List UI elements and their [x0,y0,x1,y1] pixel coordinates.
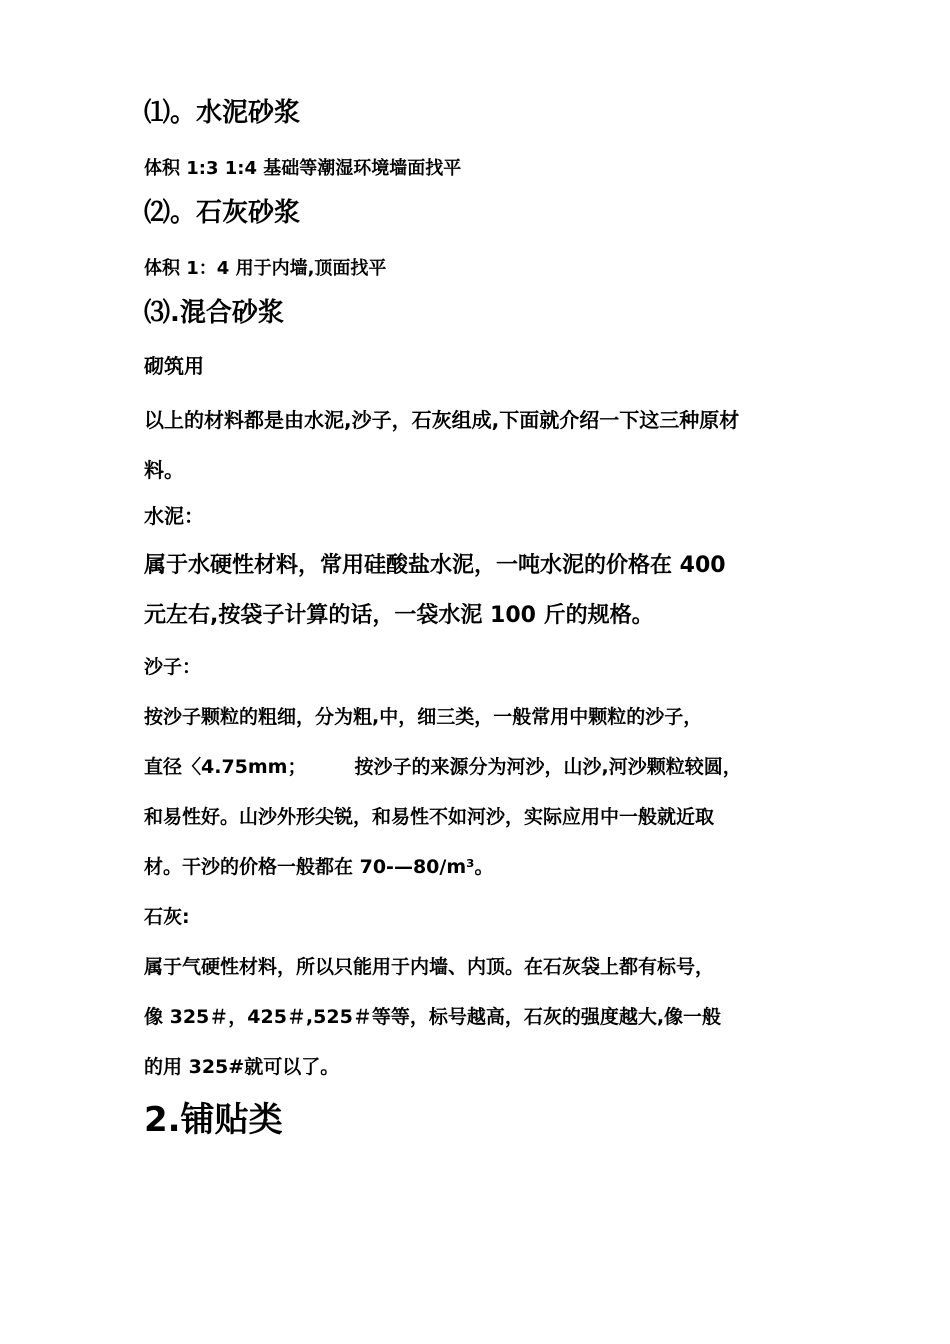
mixed-mortar-usage: 砌筑用 [144,354,204,378]
heading-mixed-mortar: ⑶.混合砂浆 [144,298,284,328]
heading-lime-mortar: ⑵。石灰砂浆 [144,198,301,228]
sand-source: 按沙子的来源分为河沙，山沙,河沙颗粒较圆， [354,756,742,778]
lime-label: 石灰: [144,906,190,928]
lime-mortar-usage: 体积 1：4 用于内墙,顶面找平 [144,258,387,279]
sand-line-3: 和易性好。山沙外形尖锐，和易性不如河沙，实际应用中一般就近取 [144,806,715,828]
lime-line-2: 像 325＃，425＃,525＃等等，标号越高，石灰的强度越大,像一般 [144,1006,722,1028]
sand-line-1: 按沙子颗粒的粗细，分为粗,中，细三类，一般常用中颗粒的沙子， [144,706,703,728]
intro-line-2: 料。 [144,458,184,482]
lime-line-1: 属于气硬性材料，所以只能用于内墙、内顶。在石灰袋上都有标号， [144,956,715,978]
cement-label: 水泥： [144,504,204,528]
cement-mortar-usage: 体积 1:3 1:4 基础等潮湿环境墙面找平 [144,158,462,179]
sand-line-4: 材。干沙的价格一般都在 70-—80/m³。 [144,856,494,878]
sand-label: 沙子： [144,656,202,678]
intro-line-1: 以上的材料都是由水泥,沙子，石灰组成,下面就介绍一下这三种原材 [144,408,740,432]
sand-line-2 [144,752,742,779]
heading-tiling: 2.铺贴类 [144,1100,283,1140]
lime-line-3: 的用 325#就可以了。 [144,1056,340,1078]
cement-line-1: 属于水硬性材料，常用硅酸盐水泥，一吨水泥的价格在 400 [144,553,726,578]
sand-diameter: 直径〈4.75mm； [144,756,307,778]
heading-cement-mortar: ⑴。水泥砂浆 [144,98,301,128]
cement-line-2: 元左右,按袋子计算的话，一袋水泥 100 斤的规格。 [144,603,654,628]
